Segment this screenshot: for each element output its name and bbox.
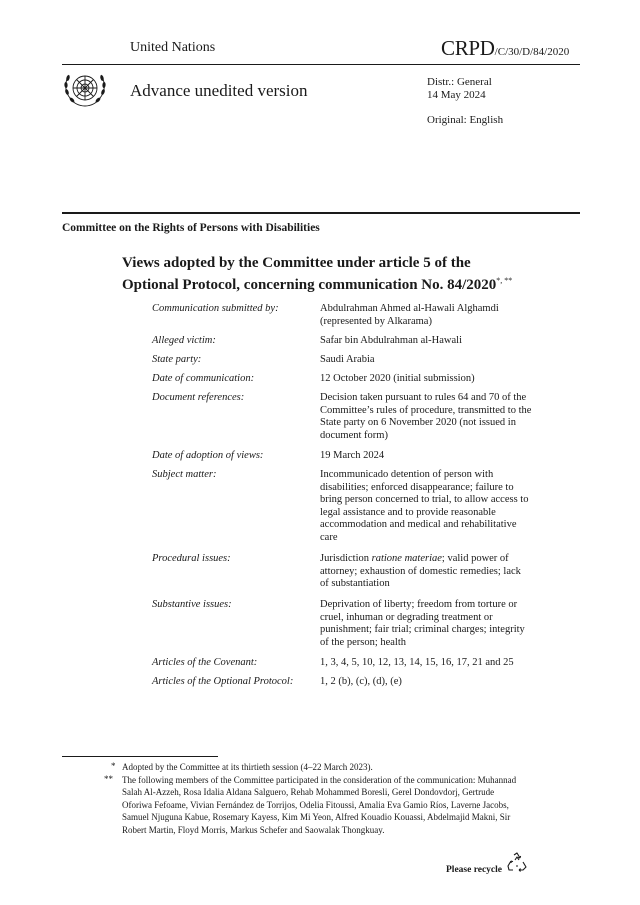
document-symbol-suffix: /C/30/D/84/2020: [494, 46, 570, 58]
document-symbol-main: CRPD: [441, 36, 495, 60]
recycle-label: Please recycle: [446, 865, 502, 875]
meta-label: Document references:: [152, 392, 245, 403]
footnote-text: The following members of the Committee participated in the consideration of the communication: Muhannad Salah Al-Azzeh, Rosa Idalia Aldana Salguero, Rehab Mohammed Boresli, Gerel Dondovdorj, Gertrude Oforiwa Fefoame, Vivian Fernández de Torrijos, Odelia Fitoussi, Amalia Eva Gamio Ríos, Laverne Jacobs, Samuel Njuguna Kabue, Rosemary Kayess, Kim Mi Yeon, Alfred Kouadio Kouassi, Abdelmajid Makni, Sir Robert Martin, Floyd Morris, Markus Schefer and Saowalak Thongkuay.: [122, 775, 517, 835]
meta-value: Decision taken pursuant to rules 64 and 70 of the Committee’s rules of procedure, transmitted to the State party on 6 November 2020 (not issued in document form): [320, 392, 532, 441]
meta-value: 1, 3, 4, 5, 10, 12, 13, 14, 15, 16, 17, 21 and 25: [320, 657, 514, 668]
meta-value-italic: ratione materiae: [371, 553, 442, 564]
recycle-icon: [507, 852, 527, 874]
version-label: Advance unedited version: [130, 81, 308, 100]
meta-label: Date of communication:: [152, 373, 255, 384]
meta-value: 19 March 2024: [320, 450, 385, 461]
meta-value: Incommunicado detention of person with disabilities; enforced disappearance; failure to bring person concerned to trial, to allow access to legal assistance and to provide reasonable accommodation and medical and rehabilitative care: [320, 469, 529, 543]
meta-label: Alleged victim:: [152, 335, 216, 346]
meta-label: Articles of the Optional Protocol:: [152, 676, 294, 687]
original-language: Original: English: [427, 114, 504, 126]
meta-label: Date of adoption of views:: [152, 450, 264, 461]
meta-label: Articles of the Covenant:: [152, 657, 258, 668]
committee-name: Committee on the Rights of Persons with Disabilities: [62, 222, 320, 234]
document-date: 14 May 2024: [427, 89, 486, 101]
section-rule: [62, 212, 580, 214]
meta-label: Procedural issues:: [152, 553, 231, 564]
title-footnote-marks: *, **: [496, 276, 513, 285]
meta-value: 12 October 2020 (initial submission): [320, 373, 475, 384]
meta-value: [320, 553, 532, 591]
meta-value: Saudi Arabia: [320, 354, 375, 365]
meta-value: Safar bin Abdulrahman al-Hawali: [320, 335, 462, 346]
meta-value: Abdulrahman Ahmed al-Hawali Alghamdi (represented by Alkarama): [320, 303, 499, 327]
document-symbol: [441, 36, 569, 61]
meta-value-part: ; valid power of attorney; exhaustion of domestic remedies; lack of substantiation: [320, 553, 521, 589]
header-rule: [62, 64, 580, 65]
meta-label: Substantive issues:: [152, 599, 232, 610]
title-line-2: Optional Protocol, concerning communication No. 84/2020: [122, 277, 497, 293]
footnote-mark: **: [104, 774, 113, 784]
un-emblem-icon: [60, 68, 110, 112]
meta-value: 1, 2 (b), (c), (d), (e): [320, 676, 402, 687]
meta-value: Deprivation of liberty; freedom from torture or cruel, inhuman or degrading treatment or punishment; fair trial; criminal charges; integrity of the person; health: [320, 599, 525, 648]
meta-label: State party:: [152, 354, 202, 365]
distribution-block: [427, 76, 492, 102]
document-title: [122, 255, 562, 294]
meta-label: Communication submitted by:: [152, 303, 279, 314]
footnote-rule: [62, 756, 218, 757]
footnote-mark: *: [111, 761, 116, 771]
organization-name: United Nations: [130, 40, 216, 55]
meta-label: Subject matter:: [152, 469, 217, 480]
footnote-text: Adopted by the Committee at its thirtieth session (4–22 March 2023).: [122, 762, 373, 772]
meta-value-part: Jurisdiction: [320, 553, 372, 564]
distribution-status: Distr.: General: [427, 76, 492, 88]
title-line-1: Views adopted by the Committee under article 5 of the: [122, 255, 471, 271]
